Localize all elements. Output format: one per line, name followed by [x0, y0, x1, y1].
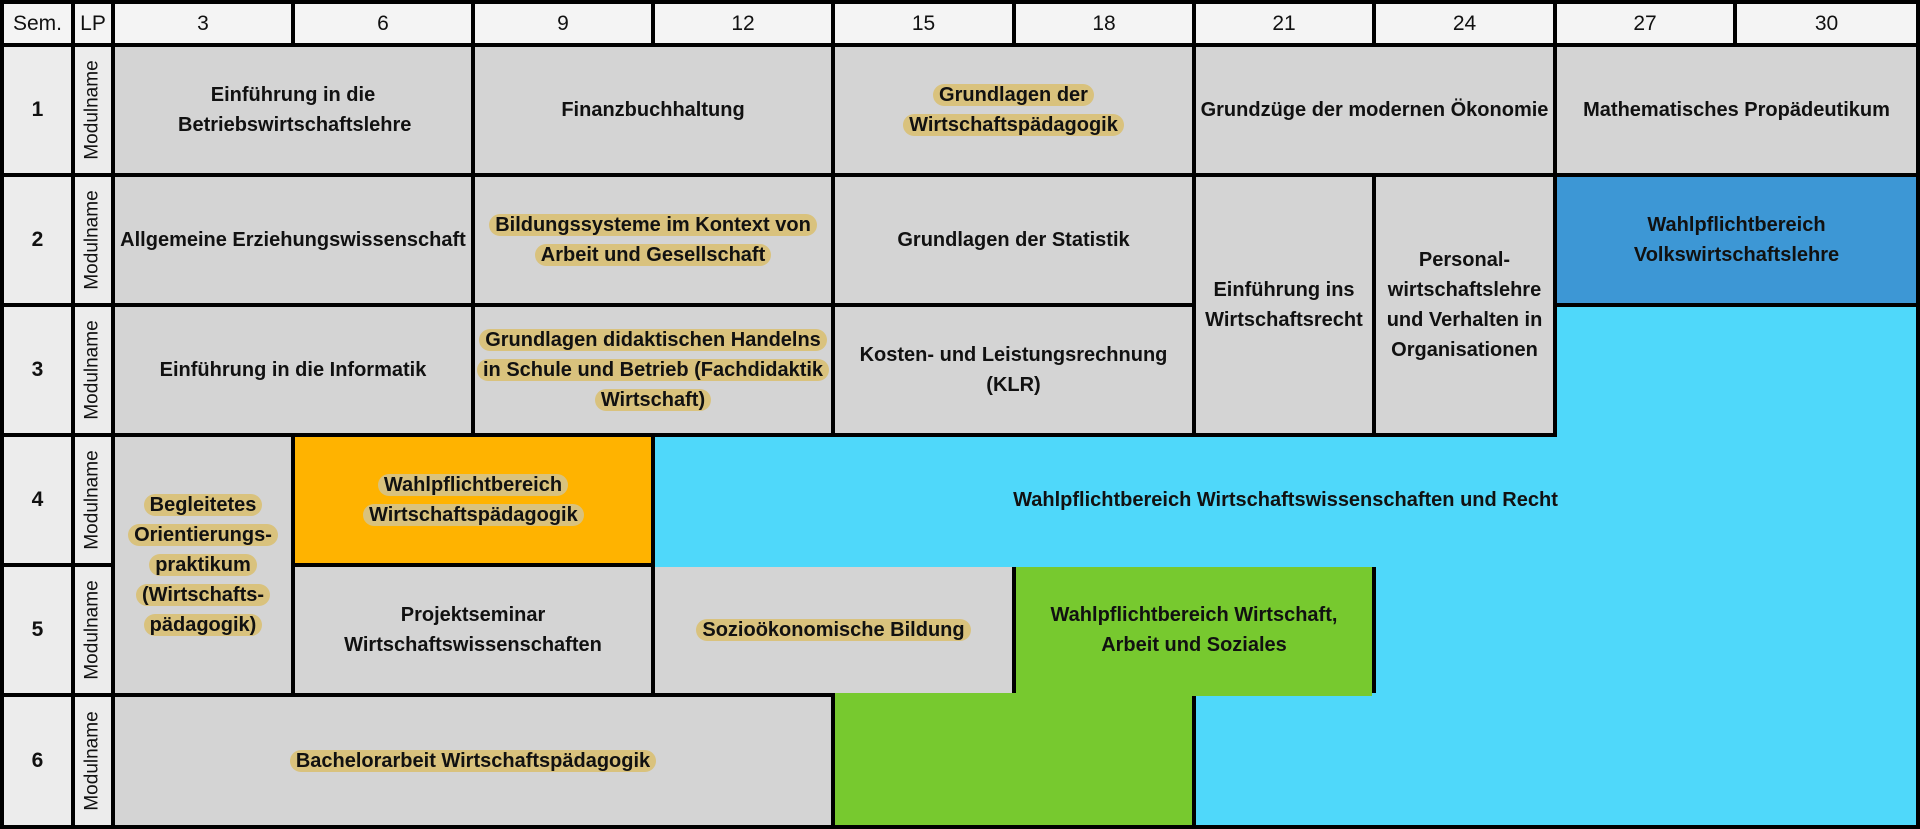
module-label: Sozioökonomische Bildung	[696, 619, 970, 641]
module-bwl	[115, 47, 471, 173]
header-lp-24	[1376, 4, 1553, 43]
wp-wiwi-recht-area-upper	[1557, 307, 1916, 437]
semester-number: 3	[31, 358, 44, 381]
module-label: Wahlpflichtbereich Wirtschaft, Arbeit und Soziales	[1050, 604, 1338, 656]
semester-number: 1	[31, 98, 44, 121]
module-klr	[835, 307, 1192, 433]
semester-2	[4, 177, 71, 303]
header-lp-12	[655, 4, 831, 43]
module-mathe	[1557, 47, 1916, 173]
row-label-1	[75, 47, 111, 173]
module-label: Grundzüge der modernen Ökonomie	[1200, 99, 1549, 121]
header-lp-9	[475, 4, 651, 43]
module-label: Einführung ins Wirtschaftsrecht	[1205, 279, 1363, 331]
module-soziooekonomische-bildung	[655, 567, 1012, 693]
module-statistik	[835, 177, 1192, 303]
module-label: Begleitetes Orientierungs-praktikum (Wirtschafts-pädagogik)	[128, 494, 278, 636]
module-grundlagen-wipaed	[835, 47, 1192, 173]
module-bildungssysteme	[475, 177, 831, 303]
row-label-text: Modulname	[82, 320, 103, 420]
module-oekonomie	[1196, 47, 1553, 173]
lp-column-label: 18	[1092, 11, 1116, 35]
module-orientierungspraktikum	[115, 437, 291, 693]
row-label-text: Modulname	[82, 60, 103, 160]
semester-3	[4, 307, 71, 433]
module-personalwirtschaftslehre	[1376, 177, 1553, 433]
module-label: Wahlpflichtbereich Wirtschaftspädagogik	[363, 474, 584, 526]
module-label: Bildungssysteme im Kontext von Arbeit und Gesellschaft	[489, 214, 817, 266]
module-wp-was	[1016, 567, 1372, 693]
header-sem	[4, 4, 71, 43]
lp-column-label: 6	[377, 11, 389, 35]
lp-column-label: 24	[1452, 11, 1477, 35]
header-lp-21	[1196, 4, 1372, 43]
header-sem-label: Sem.	[12, 11, 62, 35]
module-wp-wipaed	[295, 437, 651, 563]
module-fibu	[475, 47, 831, 173]
module-label: Wahlpflichtbereich Volkswirtschaftslehre	[1633, 214, 1840, 266]
semester-number: 5	[31, 618, 44, 641]
module-label: Allgemeine Erziehungswissenschaft	[120, 229, 466, 251]
row-label-text: Modulname	[82, 711, 103, 811]
semester-4	[4, 437, 71, 563]
row-label-2	[75, 177, 111, 303]
lp-column-label: 12	[731, 11, 755, 35]
row-label-text: Modulname	[82, 190, 103, 290]
module-label: Grundlagen der Wirtschaftspädagogik	[903, 84, 1124, 136]
row-label-5	[75, 567, 111, 693]
module-label: Projektseminar Wirtschaftswissenschaften	[344, 604, 602, 656]
lp-column-label: 15	[911, 11, 936, 35]
row-label-3	[75, 307, 111, 433]
row-label-6	[75, 697, 111, 825]
semester-6	[4, 697, 71, 825]
semester-number: 6	[31, 749, 44, 772]
lp-column-label: 21	[1272, 11, 1296, 35]
module-label: Wahlpflichtbereich Wirtschaftswissenschaften und Recht	[1013, 489, 1558, 511]
wp-wiwi-recht-area-row6	[1196, 693, 1916, 825]
header-lp-27	[1557, 4, 1733, 43]
module-label: Personal-wirtschaftslehre und Verhalten in Organisationen	[1386, 249, 1543, 361]
lp-column-label: 27	[1633, 11, 1657, 35]
wp-wiwi-recht-area-row5	[1376, 563, 1916, 697]
header-lp-30	[1737, 4, 1916, 43]
module-informatik	[115, 307, 471, 433]
module-wirtschaftsrecht	[1196, 177, 1372, 433]
wp-was-area-lower	[835, 693, 1192, 825]
semester-number: 2	[31, 228, 44, 251]
module-projektseminar	[295, 567, 651, 693]
header-lp	[75, 4, 111, 43]
row-label-text: Modulname	[82, 580, 103, 680]
lp-column-label: 3	[197, 11, 209, 35]
header-lp-6	[295, 4, 471, 43]
module-erziehungswissenschaft	[115, 177, 471, 303]
module-label: Bachelorarbeit Wirtschaftspädagogik	[290, 750, 656, 772]
module-label: Finanzbuchhaltung	[561, 99, 745, 121]
module-label: Einführung in die Betriebswirtschaftslehre	[178, 84, 412, 136]
module-didaktik	[475, 307, 831, 433]
header-lp-15	[835, 4, 1012, 43]
module-label: Mathematisches Propädeutikum	[1583, 99, 1890, 121]
header-lp-3	[115, 4, 291, 43]
semester-1	[4, 47, 71, 173]
module-bachelorarbeit	[115, 697, 831, 825]
module-wp-vwl	[1557, 177, 1916, 303]
semester-number: 4	[31, 488, 44, 511]
module-label: Grundlagen didaktischen Handelns in Schule und Betrieb (Fachdidaktik Wirtschaft)	[477, 329, 829, 411]
module-label: Einführung in die Informatik	[159, 359, 427, 381]
row-label-text: Modulname	[82, 450, 103, 550]
header-lp-18	[1016, 4, 1192, 43]
module-label: Grundlagen der Statistik	[897, 229, 1130, 251]
lp-column-label: 30	[1814, 11, 1839, 35]
semester-5	[4, 567, 71, 693]
module-label: Kosten- und Leistungsrechnung (KLR)	[859, 344, 1168, 396]
lp-column-label: 9	[557, 11, 569, 35]
module-wp-wiwi-recht	[655, 437, 1916, 563]
header-lp-label: LP	[80, 11, 106, 35]
row-label-4	[75, 437, 111, 563]
